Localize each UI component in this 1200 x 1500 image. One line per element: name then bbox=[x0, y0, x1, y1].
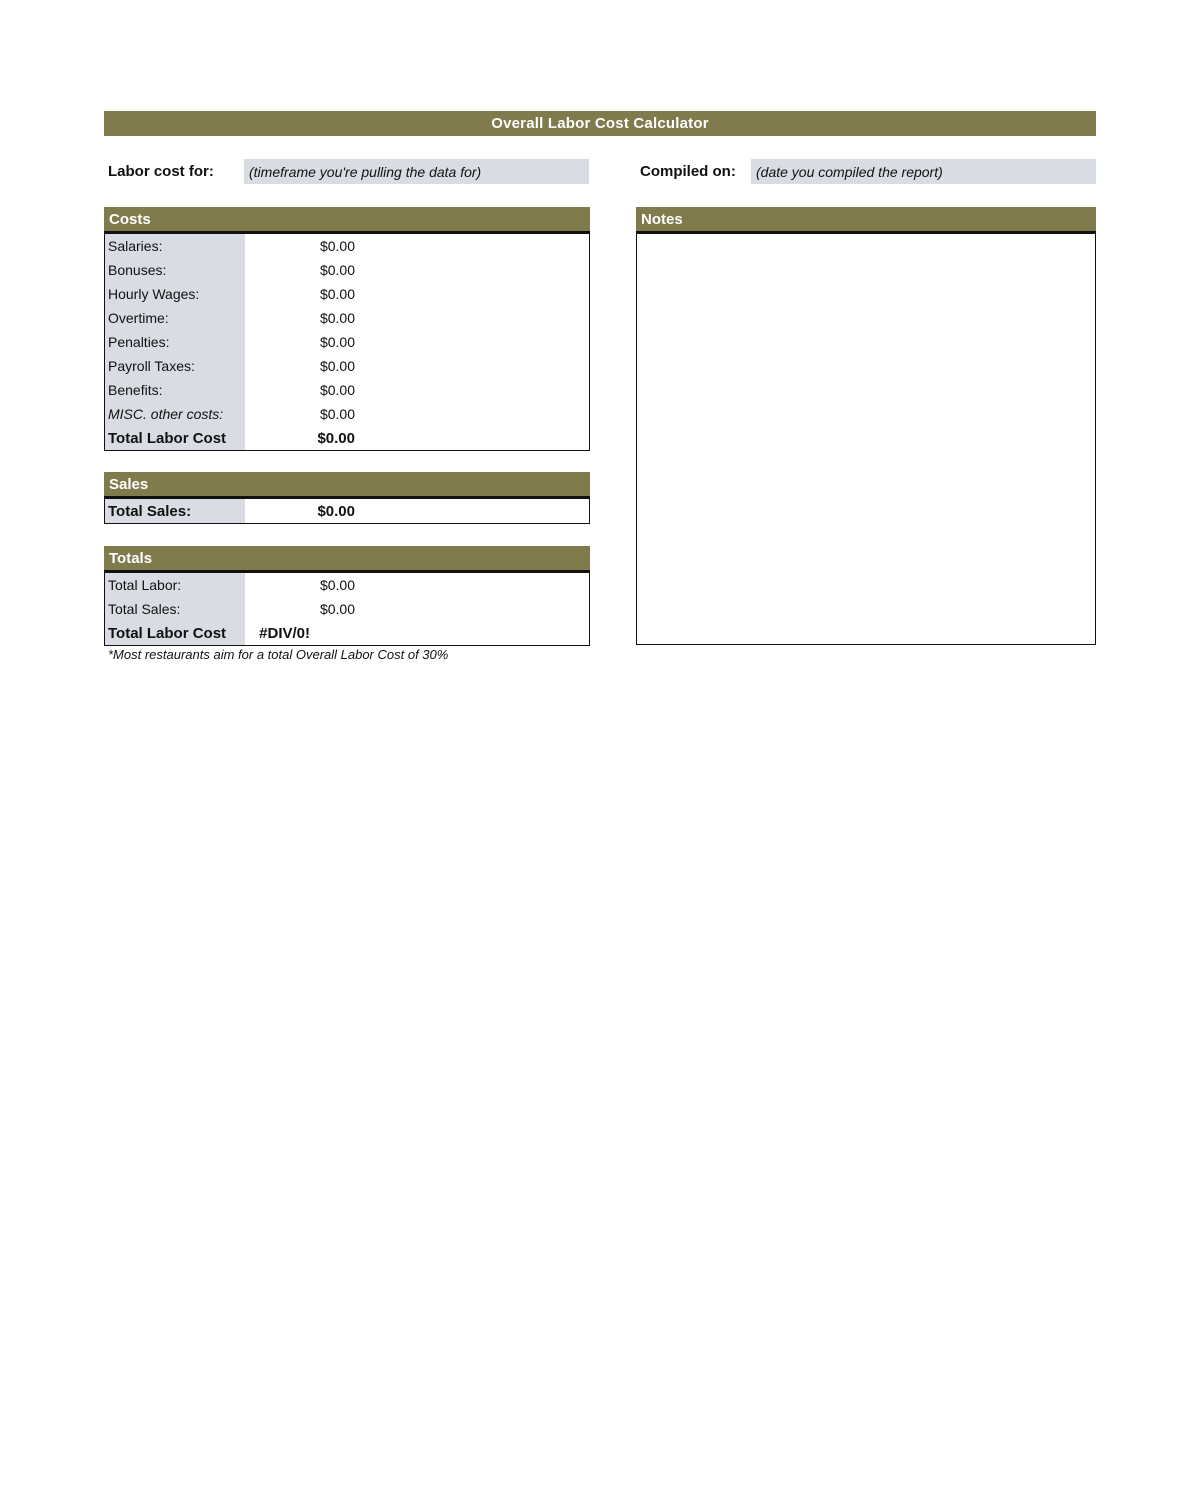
table-row bbox=[105, 354, 589, 378]
totals-heading: Totals bbox=[104, 546, 590, 573]
totals-value-total-labor: $0.00 bbox=[319, 577, 355, 593]
total-sales-value[interactable]: $0.00 bbox=[317, 502, 355, 520]
cost-value-penalties[interactable]: $0.00 bbox=[319, 334, 355, 350]
table-row bbox=[105, 573, 589, 597]
table-row bbox=[105, 378, 589, 402]
totals-section bbox=[104, 546, 590, 646]
costs-heading: Costs bbox=[104, 207, 590, 234]
table-row bbox=[105, 258, 589, 282]
total-labor-cost-value: $0.00 bbox=[317, 429, 355, 447]
costs-section bbox=[104, 207, 590, 451]
cost-label-payroll-taxes: Payroll Taxes: bbox=[105, 354, 245, 378]
totals-table bbox=[104, 573, 590, 646]
cost-value-overtime[interactable]: $0.00 bbox=[319, 310, 355, 326]
table-row bbox=[105, 306, 589, 330]
sales-heading: Sales bbox=[104, 472, 590, 499]
table-row bbox=[105, 234, 589, 258]
notes-heading: Notes bbox=[636, 207, 1096, 234]
cost-value-salaries[interactable]: $0.00 bbox=[319, 238, 355, 254]
footnote: *Most restaurants aim for a total Overall Labor Cost of 30% bbox=[108, 647, 449, 662]
table-row bbox=[105, 402, 589, 426]
cost-value-payroll-taxes[interactable]: $0.00 bbox=[319, 358, 355, 374]
table-row bbox=[105, 499, 589, 523]
totals-value-total-sales: $0.00 bbox=[319, 601, 355, 617]
table-row bbox=[105, 282, 589, 306]
table-row bbox=[105, 597, 589, 621]
table-row-total bbox=[105, 426, 589, 450]
cost-value-benefits[interactable]: $0.00 bbox=[319, 382, 355, 398]
totals-label-total-sales: Total Sales: bbox=[105, 597, 245, 621]
cost-label-overtime: Overtime: bbox=[105, 306, 245, 330]
cost-value-hourly-wages[interactable]: $0.00 bbox=[319, 286, 355, 302]
totals-label-total-labor: Total Labor: bbox=[105, 573, 245, 597]
total-labor-cost-label: Total Labor Cost bbox=[105, 426, 245, 450]
totals-label-total-labor-cost: Total Labor Cost bbox=[105, 621, 245, 645]
cost-label-salaries: Salaries: bbox=[105, 234, 245, 258]
compiled-on-date-field[interactable]: (date you compiled the report) bbox=[751, 159, 1096, 184]
sales-table bbox=[104, 499, 590, 524]
totals-value-total-labor-cost: #DIV/0! bbox=[259, 624, 310, 642]
cost-label-misc: MISC. other costs: bbox=[105, 402, 245, 426]
notes-textarea[interactable] bbox=[636, 234, 1096, 645]
total-sales-label: Total Sales: bbox=[105, 499, 245, 523]
table-row bbox=[105, 330, 589, 354]
cost-label-bonuses: Bonuses: bbox=[105, 258, 245, 282]
cost-value-bonuses[interactable]: $0.00 bbox=[319, 262, 355, 278]
cost-value-misc[interactable]: $0.00 bbox=[319, 406, 355, 422]
table-row-total bbox=[105, 621, 589, 645]
cost-label-benefits: Benefits: bbox=[105, 378, 245, 402]
cost-label-penalties: Penalties: bbox=[105, 330, 245, 354]
costs-table bbox=[104, 234, 590, 451]
labor-cost-for-label: Labor cost for: bbox=[108, 163, 214, 180]
compiled-on-label: Compiled on: bbox=[640, 163, 736, 180]
cost-label-hourly-wages: Hourly Wages: bbox=[105, 282, 245, 306]
notes-section bbox=[636, 207, 1096, 645]
labor-cost-timeframe-field[interactable]: (timeframe you're pulling the data for) bbox=[244, 159, 589, 184]
sales-section bbox=[104, 472, 590, 524]
page-title: Overall Labor Cost Calculator bbox=[104, 111, 1096, 136]
